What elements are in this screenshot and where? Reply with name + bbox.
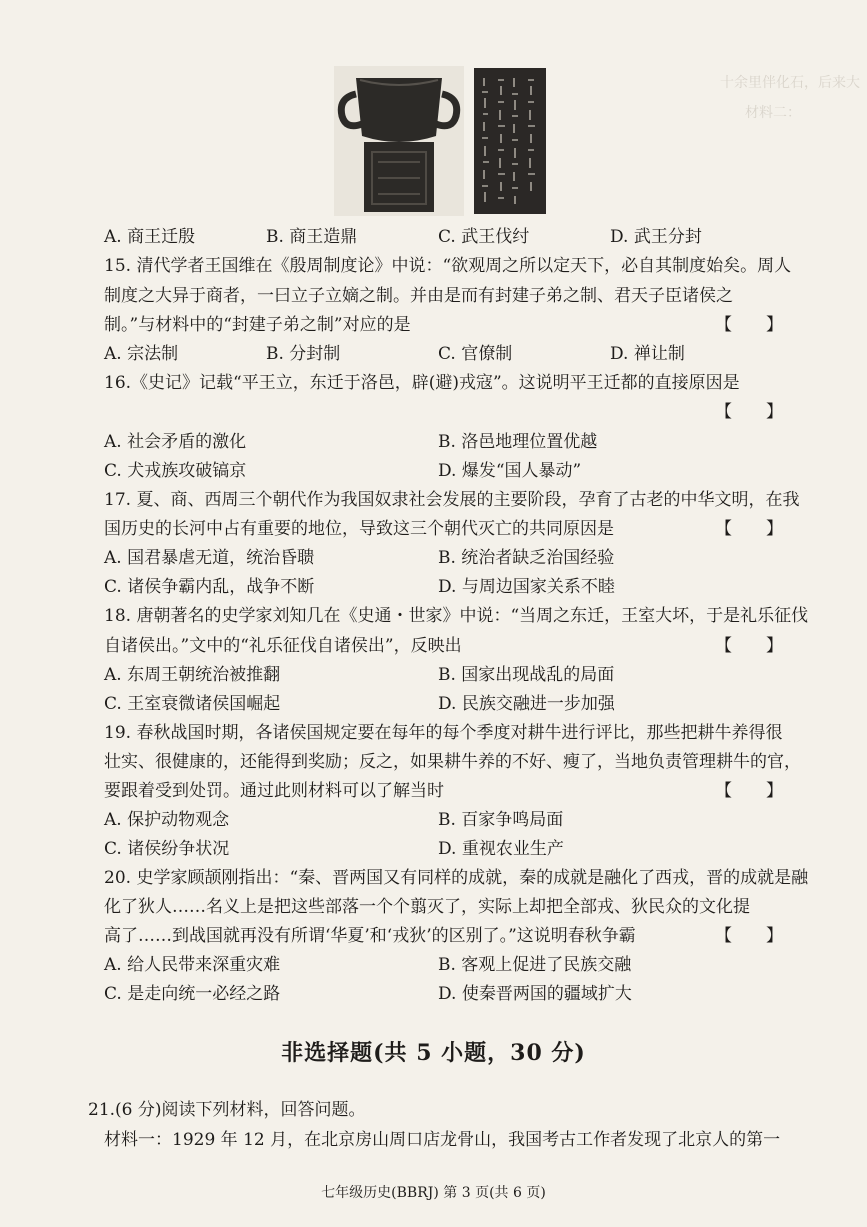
option-d: D. 重视农业生产 [438, 839, 564, 859]
option-a: A. 商王迁殷 [104, 227, 196, 247]
option-b: B. 分封制 [266, 344, 341, 364]
answer-bracket: 【 】 [715, 519, 783, 539]
option-b: B. 统治者缺乏治国经验 [438, 548, 615, 568]
inscription-rubbing-image [474, 68, 546, 214]
q17-line-2: 国历史的长河中占有重要的地位，导致这三个朝代灭亡的共同原因是 [104, 519, 614, 539]
q15-line-1: 15. 清代学者王国维在《殷周制度论》中说：“欲观周之所以定天下，必自其制度始矣。周人 [104, 256, 792, 276]
option-d: D. 武王分封 [610, 227, 702, 247]
option-a: A. 社会矛盾的激化 [104, 432, 247, 452]
option-a: A. 宗法制 [104, 344, 179, 364]
option-b: B. 国家出现战乱的局面 [438, 665, 615, 685]
q20-line-1: 20. 史学家顾颉刚指出：“秦、晋两国又有同样的成就，秦的成就是融化了西戎，晋的成就是融 [104, 868, 809, 888]
q21-line-1: 21.(6 分)阅读下列材料，回答问题。 [88, 1100, 366, 1120]
option-d: D. 使秦晋两国的疆域扩大 [438, 984, 632, 1004]
option-c: C. 王室衰微诸侯国崛起 [104, 694, 281, 714]
option-b: B. 洛邑地理位置优越 [438, 432, 598, 452]
option-a: A. 保护动物观念 [104, 810, 230, 830]
q19-line-1: 19. 春秋战国时期，各诸侯国规定要在每年的每个季度对耕牛进行评比，那些把耕牛养得很 [104, 723, 783, 743]
q20-line-3: 高了……到战国就再没有所谓‘华夏’和‘戎狄’的区别了。”这说明春秋争霸 [104, 926, 636, 946]
option-b: B. 商王造鼎 [266, 227, 358, 247]
option-a: A. 东周王朝统治被推翻 [104, 665, 281, 685]
q15-line-2: 制度之大异于商者，一曰立子立嫡之制。并由是而有封建子弟之制、君天子臣诸侯之 [104, 286, 733, 306]
option-d: D. 民族交融进一步加强 [438, 694, 615, 714]
q19-line-2: 壮实、很健康的，还能得到奖励；反之，如果耕牛养的不好、瘦了，当地负责管理耕牛的官， [104, 752, 801, 772]
option-d: D. 爆发“国人暴动” [438, 461, 582, 481]
show-through-text: 十余里伴化石，后来大 [720, 75, 860, 91]
q19-line-3: 要跟着受到处罚。通过此则材料可以了解当时 [104, 781, 444, 801]
option-c: C. 犬戎族攻破镐京 [104, 461, 247, 481]
option-c: C. 武王伐纣 [438, 227, 530, 247]
option-c: C. 是走向统一必经之路 [104, 984, 281, 1004]
option-c: C. 诸侯争霸内乱，战争不断 [104, 577, 315, 597]
option-a: A. 给人民带来深重灾难 [104, 955, 281, 975]
q18-line-2: 自诸侯出。”文中的“礼乐征伐自诸侯出”，反映出 [104, 636, 462, 656]
page-footer: 七年级历史(BBRJ) 第 3 页(共 6 页) [321, 1185, 546, 1201]
show-through-text: 材料二： [745, 105, 801, 121]
q20-line-2: 化了狄人……名义上是把这些部落一个个翦灭了，实际上却把全部戎、狄民众的文化提 [104, 897, 750, 917]
answer-bracket: 【 】 [715, 636, 783, 656]
section-title: 非选择题(共 5 小题，30 分) [281, 1040, 586, 1066]
q15-line-3: 制。”与材料中的“封建子弟之制”对应的是 [104, 315, 411, 335]
q17-line-1: 17. 夏、商、西周三个朝代作为我国奴隶社会发展的主要阶段，孕育了古老的中华文明，在我 [104, 490, 800, 510]
answer-bracket: 【 】 [715, 926, 783, 946]
answer-bracket: 【 】 [715, 402, 783, 422]
option-a: A. 国君暴虐无道，统治昏聩 [104, 548, 315, 568]
option-d: D. 与周边国家关系不睦 [438, 577, 615, 597]
bronze-gui-vessel-image [334, 66, 464, 216]
option-b: B. 百家争鸣局面 [438, 810, 564, 830]
option-d: D. 禅让制 [610, 344, 685, 364]
q21-line-2: 材料一：1929 年 12 月，在北京房山周口店龙骨山，我国考古工作者发现了北京人的第一 [104, 1130, 781, 1150]
q16-line-1: 16.《史记》记载“平王立，东迁于洛邑，辟(避)戎寇”。这说明平王迁都的直接原因是 [104, 373, 740, 393]
q18-line-1: 18. 唐朝著名的史学家刘知几在《史通・世家》中说：“当周之东迁，王室大坏，于是礼乐征伐 [104, 606, 809, 626]
option-c: C. 诸侯纷争状况 [104, 839, 230, 859]
answer-bracket: 【 】 [715, 781, 783, 801]
answer-bracket: 【 】 [715, 315, 783, 335]
option-c: C. 官僚制 [438, 344, 513, 364]
option-b: B. 客观上促进了民族交融 [438, 955, 632, 975]
